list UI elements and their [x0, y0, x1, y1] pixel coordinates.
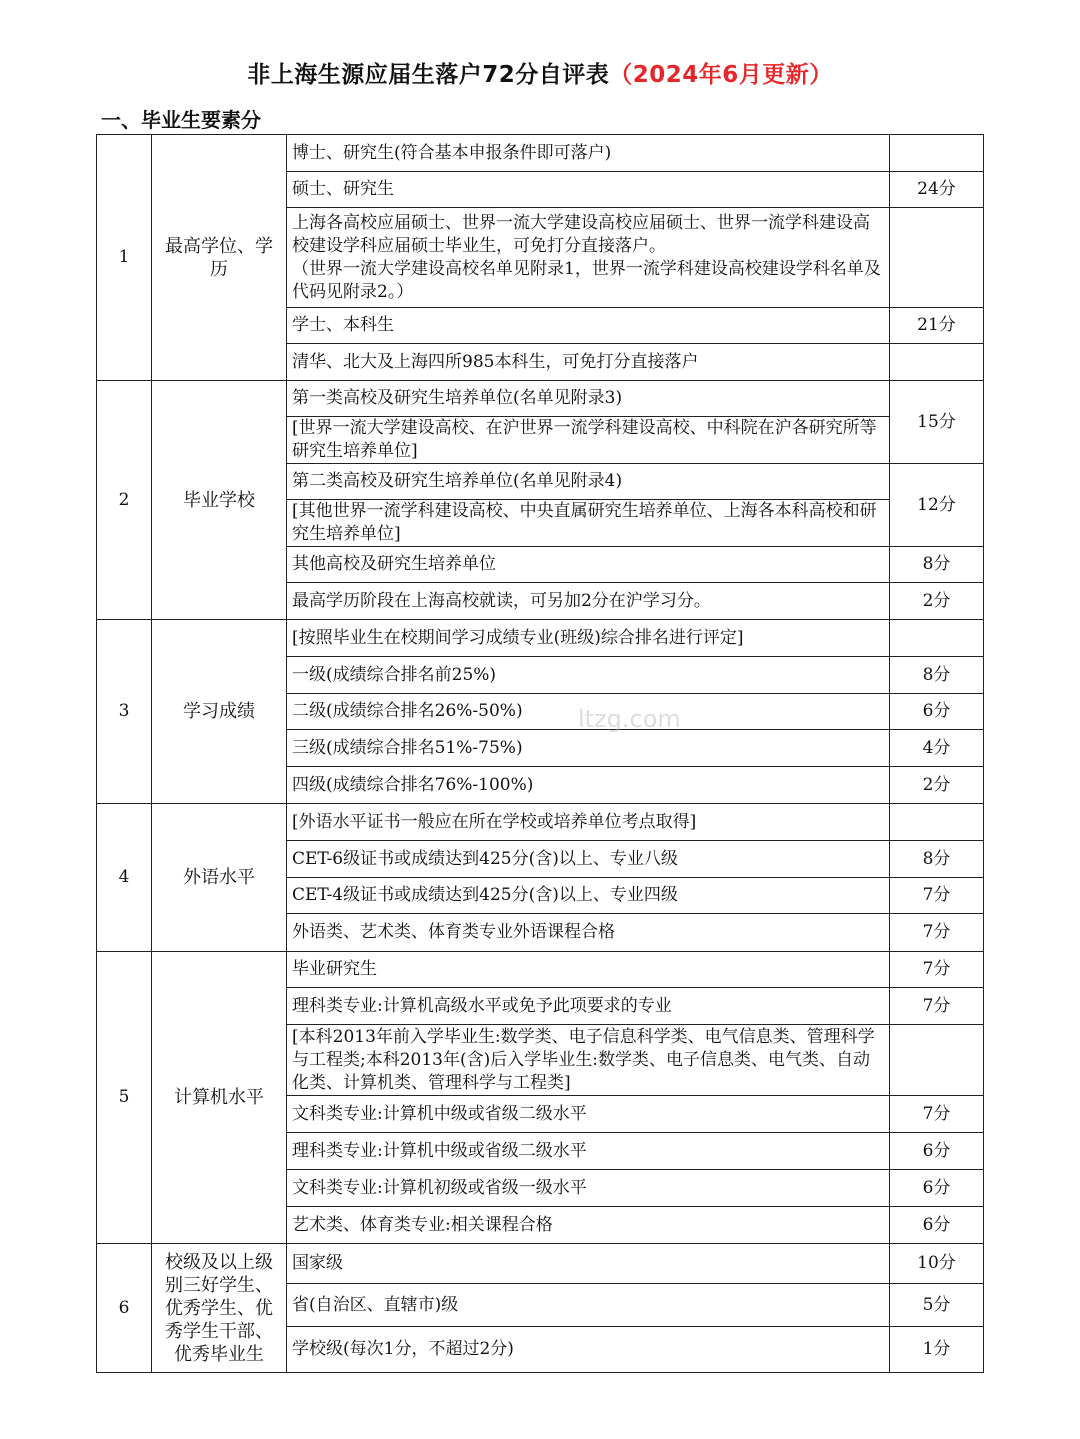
- item-main-text: 上海各高校应届硕士、世界一流大学建设高校应届硕士、世界一流学科建设高校建设学科应届硕士毕业生，可免打分直接落户。: [292, 212, 870, 256]
- group-number: 6: [97, 1244, 152, 1373]
- score-value: 7分: [890, 952, 984, 988]
- score-value: [890, 1025, 984, 1096]
- score-value: [890, 135, 984, 172]
- item-text: [世界一流大学建设高校、在沪世界一流学科建设高校、中科院在沪各研究所等研究生培养单位]: [287, 417, 890, 464]
- item-text: 学校级(每次1分，不超过2分): [287, 1327, 890, 1373]
- watermark: ltzg.com: [578, 705, 681, 733]
- score-value: [890, 208, 984, 308]
- table-row: [97, 135, 984, 172]
- table-row: [97, 381, 984, 417]
- title-main: 非上海生源应届生落户72分自评表: [247, 62, 610, 88]
- item-text: [按照毕业生在校期间学习成绩专业(班级)综合排名进行评定]: [287, 620, 890, 657]
- score-value: 6分: [890, 694, 984, 730]
- item-text: 国家级: [287, 1244, 890, 1284]
- group-category: 学习成绩: [152, 620, 287, 804]
- item-text: 第二类高校及研究生培养单位(名单见附录4): [287, 464, 890, 500]
- item-note-text: （世界一流大学建设高校名单见附录1，世界一流学科建设高校建设学科名单及代码见附录2。）: [292, 258, 881, 302]
- item-text: 毕业研究生: [287, 952, 890, 988]
- section-heading: 一、毕业生要素分: [101, 108, 261, 132]
- table-row: [97, 620, 984, 657]
- item-text: 四级(成绩综合排名76%-100%): [287, 767, 890, 804]
- item-text: [其他世界一流学科建设高校、中央直属研究生培养单位、上海各本科高校和研究生培养单位]: [287, 500, 890, 547]
- group-category: 最高学位、学历: [152, 135, 287, 381]
- item-text: 三级(成绩综合排名51%-75%): [287, 730, 890, 767]
- item-text: [外语水平证书一般应在所在学校或培养单位考点取得]: [287, 804, 890, 841]
- table-row: [97, 804, 984, 841]
- item-text: 学士、本科生: [287, 308, 890, 344]
- item-text: 清华、北大及上海四所985本科生，可免打分直接落户: [287, 344, 890, 381]
- score-value: 15分: [890, 381, 984, 464]
- score-value: 12分: [890, 464, 984, 547]
- group-number: 2: [97, 381, 152, 620]
- group-category: 校级及以上级别三好学生、优秀学生、优秀学生干部、优秀毕业生: [152, 1244, 287, 1373]
- score-value: 1分: [890, 1327, 984, 1373]
- score-value: 4分: [890, 730, 984, 767]
- item-text: CET-6级证书或成绩达到425分(含)以上、专业八级: [287, 841, 890, 878]
- score-value: 7分: [890, 1096, 984, 1133]
- item-text: 文科类专业:计算机初级或省级一级水平: [287, 1170, 890, 1207]
- score-value: 10分: [890, 1244, 984, 1284]
- item-text: CET-4级证书或成绩达到425分(含)以上、专业四级: [287, 878, 890, 914]
- item-text: 理科类专业:计算机高级水平或免予此项要求的专业: [287, 988, 890, 1025]
- item-text: 理科类专业:计算机中级或省级二级水平: [287, 1133, 890, 1170]
- group-category: 计算机水平: [152, 952, 287, 1244]
- item-text: 最高学历阶段在上海高校就读，可另加2分在沪学习分。: [287, 583, 890, 620]
- group-number: 5: [97, 952, 152, 1244]
- group-category: 毕业学校: [152, 381, 287, 620]
- table-row: [97, 1244, 984, 1284]
- score-value: 2分: [890, 767, 984, 804]
- group-number: 3: [97, 620, 152, 804]
- score-value: 6分: [890, 1207, 984, 1244]
- score-value: 7分: [890, 988, 984, 1025]
- title-update-note: （2024年6月更新）: [609, 62, 833, 88]
- score-value: 8分: [890, 841, 984, 878]
- item-text: [本科2013年前入学毕业生:数学类、电子信息科学类、电气信息类、管理科学与工程类;本科2013年(含)后入学毕业生:数学类、电子信息类、电气类、自动化类、计算机类、管理科学与工程类]: [287, 1025, 890, 1096]
- score-value: 6分: [890, 1133, 984, 1170]
- item-text: 博士、研究生(符合基本申报条件即可落户): [287, 135, 890, 172]
- item-text: 外语类、艺术类、体育类专业外语课程合格: [287, 914, 890, 952]
- group-number: 1: [97, 135, 152, 381]
- page-title: [0, 56, 1080, 89]
- score-value: 5分: [890, 1284, 984, 1327]
- score-table: [96, 134, 984, 1373]
- table-row: [97, 952, 984, 988]
- item-text: 艺术类、体育类专业:相关课程合格: [287, 1207, 890, 1244]
- score-value: 7分: [890, 914, 984, 952]
- score-value: 21分: [890, 308, 984, 344]
- item-text: 二级(成绩综合排名26%-50%): [287, 694, 890, 730]
- score-value: 2分: [890, 583, 984, 620]
- item-text: 一级(成绩综合排名前25%): [287, 657, 890, 694]
- score-value: 8分: [890, 547, 984, 583]
- item-text: 其他高校及研究生培养单位: [287, 547, 890, 583]
- group-number: 4: [97, 804, 152, 952]
- score-value: [890, 344, 984, 381]
- item-text: 省(自治区、直辖市)级: [287, 1284, 890, 1327]
- score-value: [890, 804, 984, 841]
- score-value: 8分: [890, 657, 984, 694]
- score-value: 24分: [890, 172, 984, 208]
- score-value: [890, 620, 984, 657]
- item-text: 第一类高校及研究生培养单位(名单见附录3): [287, 381, 890, 417]
- item-text: [287, 208, 890, 308]
- item-text: 文科类专业:计算机中级或省级二级水平: [287, 1096, 890, 1133]
- score-value: 7分: [890, 878, 984, 914]
- group-category: 外语水平: [152, 804, 287, 952]
- item-text: 硕士、研究生: [287, 172, 890, 208]
- score-value: 6分: [890, 1170, 984, 1207]
